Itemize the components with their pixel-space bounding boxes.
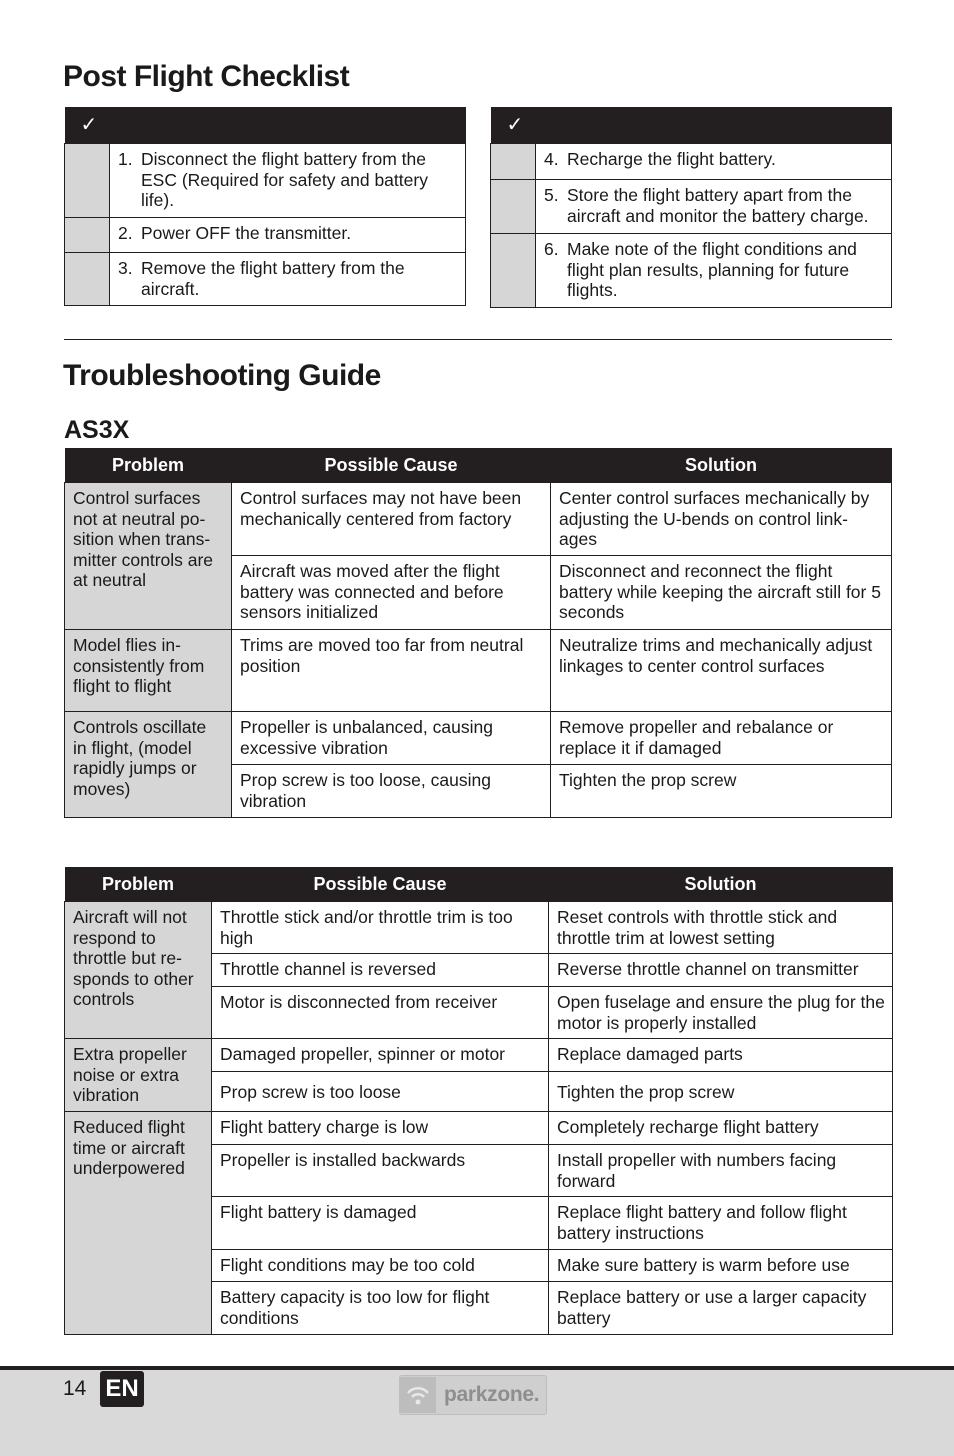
page-number: 14 — [63, 1377, 87, 1400]
item-text: Disconnect the flight battery from the ESC (Required for safety and battery life). — [141, 149, 428, 210]
language-badge: EN — [100, 1371, 144, 1407]
item-number: 2. — [118, 223, 133, 243]
solution-cell: Tighten the prop screw — [551, 765, 892, 818]
brand-logo — [399, 1375, 547, 1415]
problem-cell: Model flies in-consistently from flight to flight — [65, 630, 232, 712]
item-text: Store the flight battery apart from the aircraft and monitor the battery charge. — [567, 185, 869, 226]
solution-cell: Remove propeller and rebalance or replace it if damaged — [551, 712, 892, 765]
cause-cell: Propeller is installed backwards — [212, 1145, 549, 1197]
solution-cell: Open fuselage and ensure the plug for the motor is properly installed — [549, 987, 893, 1039]
solution-cell: Neutralize trims and mechanically adjust linkages to center control surfaces — [551, 630, 892, 712]
troubleshooting-table-as3x — [64, 448, 892, 818]
checkmark-icon: ✓ — [80, 113, 98, 136]
checklist-right — [490, 107, 892, 308]
problem-header: Problem — [65, 448, 232, 483]
problem-cell: Control surfaces not at neutral po-sition when trans-mitter controls are at neutral — [65, 483, 232, 630]
item-number: 3. — [118, 258, 133, 278]
cause-cell: Motor is disconnected from receiver — [212, 987, 549, 1039]
checklist-item — [110, 144, 466, 218]
as3x-subtitle: AS3X — [64, 416, 130, 444]
solution-cell: Make sure battery is warm before use — [549, 1250, 893, 1282]
troubleshooting-table-general — [64, 867, 893, 1335]
check-header — [491, 107, 892, 144]
cause-cell: Flight conditions may be too cold — [212, 1250, 549, 1282]
problem-header: Problem — [65, 867, 212, 902]
checkbox[interactable] — [491, 144, 536, 180]
item-number: 6. — [544, 239, 559, 259]
cause-cell: Flight battery charge is low — [212, 1112, 549, 1145]
solution-cell: Reverse throttle channel on transmitter — [549, 954, 893, 987]
cause-cell: Throttle stick and/or throttle trim is too high — [212, 902, 549, 954]
checklist-left — [64, 107, 466, 306]
brand-wordmark: parkzone. — [444, 1383, 540, 1406]
signal-icon — [400, 1377, 436, 1413]
checkbox[interactable] — [65, 253, 110, 306]
cause-cell: Propeller is unbalanced, causing excessive vibration — [232, 712, 551, 765]
cause-cell: Prop screw is too loose — [212, 1072, 549, 1112]
check-header — [65, 107, 466, 144]
solution-header: Solution — [551, 448, 892, 483]
solution-cell: Disconnect and reconnect the flight battery while keeping the aircraft still for 5 seconds — [551, 556, 892, 630]
checkbox[interactable] — [65, 218, 110, 253]
solution-cell: Replace damaged parts — [549, 1039, 893, 1072]
solution-header: Solution — [549, 867, 893, 902]
checkbox[interactable] — [491, 234, 536, 308]
item-number: 4. — [544, 149, 559, 169]
cause-cell: Aircraft was moved after the flight battery was connected and before sensors initialized — [232, 556, 551, 630]
solution-cell: Replace flight battery and follow flight battery instructions — [549, 1197, 893, 1250]
cause-header: Possible Cause — [212, 867, 549, 902]
cause-cell: Control surfaces may not have been mechanically centered from factory — [232, 483, 551, 556]
item-text: Recharge the flight battery. — [567, 149, 776, 169]
problem-cell: Aircraft will not respond to throttle but re-sponds to other controls — [65, 902, 212, 1039]
cause-header: Possible Cause — [232, 448, 551, 483]
checkbox[interactable] — [491, 180, 536, 234]
checklist-item — [536, 180, 892, 234]
item-text: Remove the flight battery from the aircraft. — [141, 258, 405, 299]
item-text: Make note of the flight conditions and flight plan results, planning for future flights. — [567, 239, 857, 300]
section-divider — [64, 339, 892, 340]
solution-cell: Completely recharge flight battery — [549, 1112, 893, 1145]
cause-cell: Damaged propeller, spinner or motor — [212, 1039, 549, 1072]
solution-cell: Reset controls with throttle stick and throttle trim at lowest setting — [549, 902, 893, 954]
checklist-item — [110, 253, 466, 306]
cause-cell: Prop screw is too loose, causing vibration — [232, 765, 551, 818]
item-text: Power OFF the transmitter. — [141, 223, 352, 243]
troubleshooting-title: Troubleshooting Guide — [63, 359, 381, 392]
cause-cell: Battery capacity is too low for flight conditions — [212, 1282, 549, 1335]
checklist-item — [110, 218, 466, 253]
problem-cell: Extra propeller noise or extra vibration — [65, 1039, 212, 1112]
cause-cell: Throttle channel is reversed — [212, 954, 549, 987]
cause-cell: Trims are moved too far from neutral position — [232, 630, 551, 712]
problem-cell: Controls oscillate in flight, (model rapidly jumps or moves) — [65, 712, 232, 818]
item-number: 5. — [544, 185, 559, 205]
item-number: 1. — [118, 149, 133, 169]
checkbox[interactable] — [65, 144, 110, 218]
solution-cell: Replace battery or use a larger capacity battery — [549, 1282, 893, 1335]
solution-cell: Center control surfaces mechanically by adjusting the U-bends on control link-ages — [551, 483, 892, 556]
cause-cell: Flight battery is damaged — [212, 1197, 549, 1250]
checklist-item — [536, 144, 892, 180]
problem-cell: Reduced flight time or aircraft underpowered — [65, 1112, 212, 1335]
post-flight-title: Post Flight Checklist — [63, 60, 350, 93]
solution-cell: Install propeller with numbers facing forward — [549, 1145, 893, 1197]
solution-cell: Tighten the prop screw — [549, 1072, 893, 1112]
checklist-item — [536, 234, 892, 308]
checkmark-icon: ✓ — [506, 113, 524, 136]
